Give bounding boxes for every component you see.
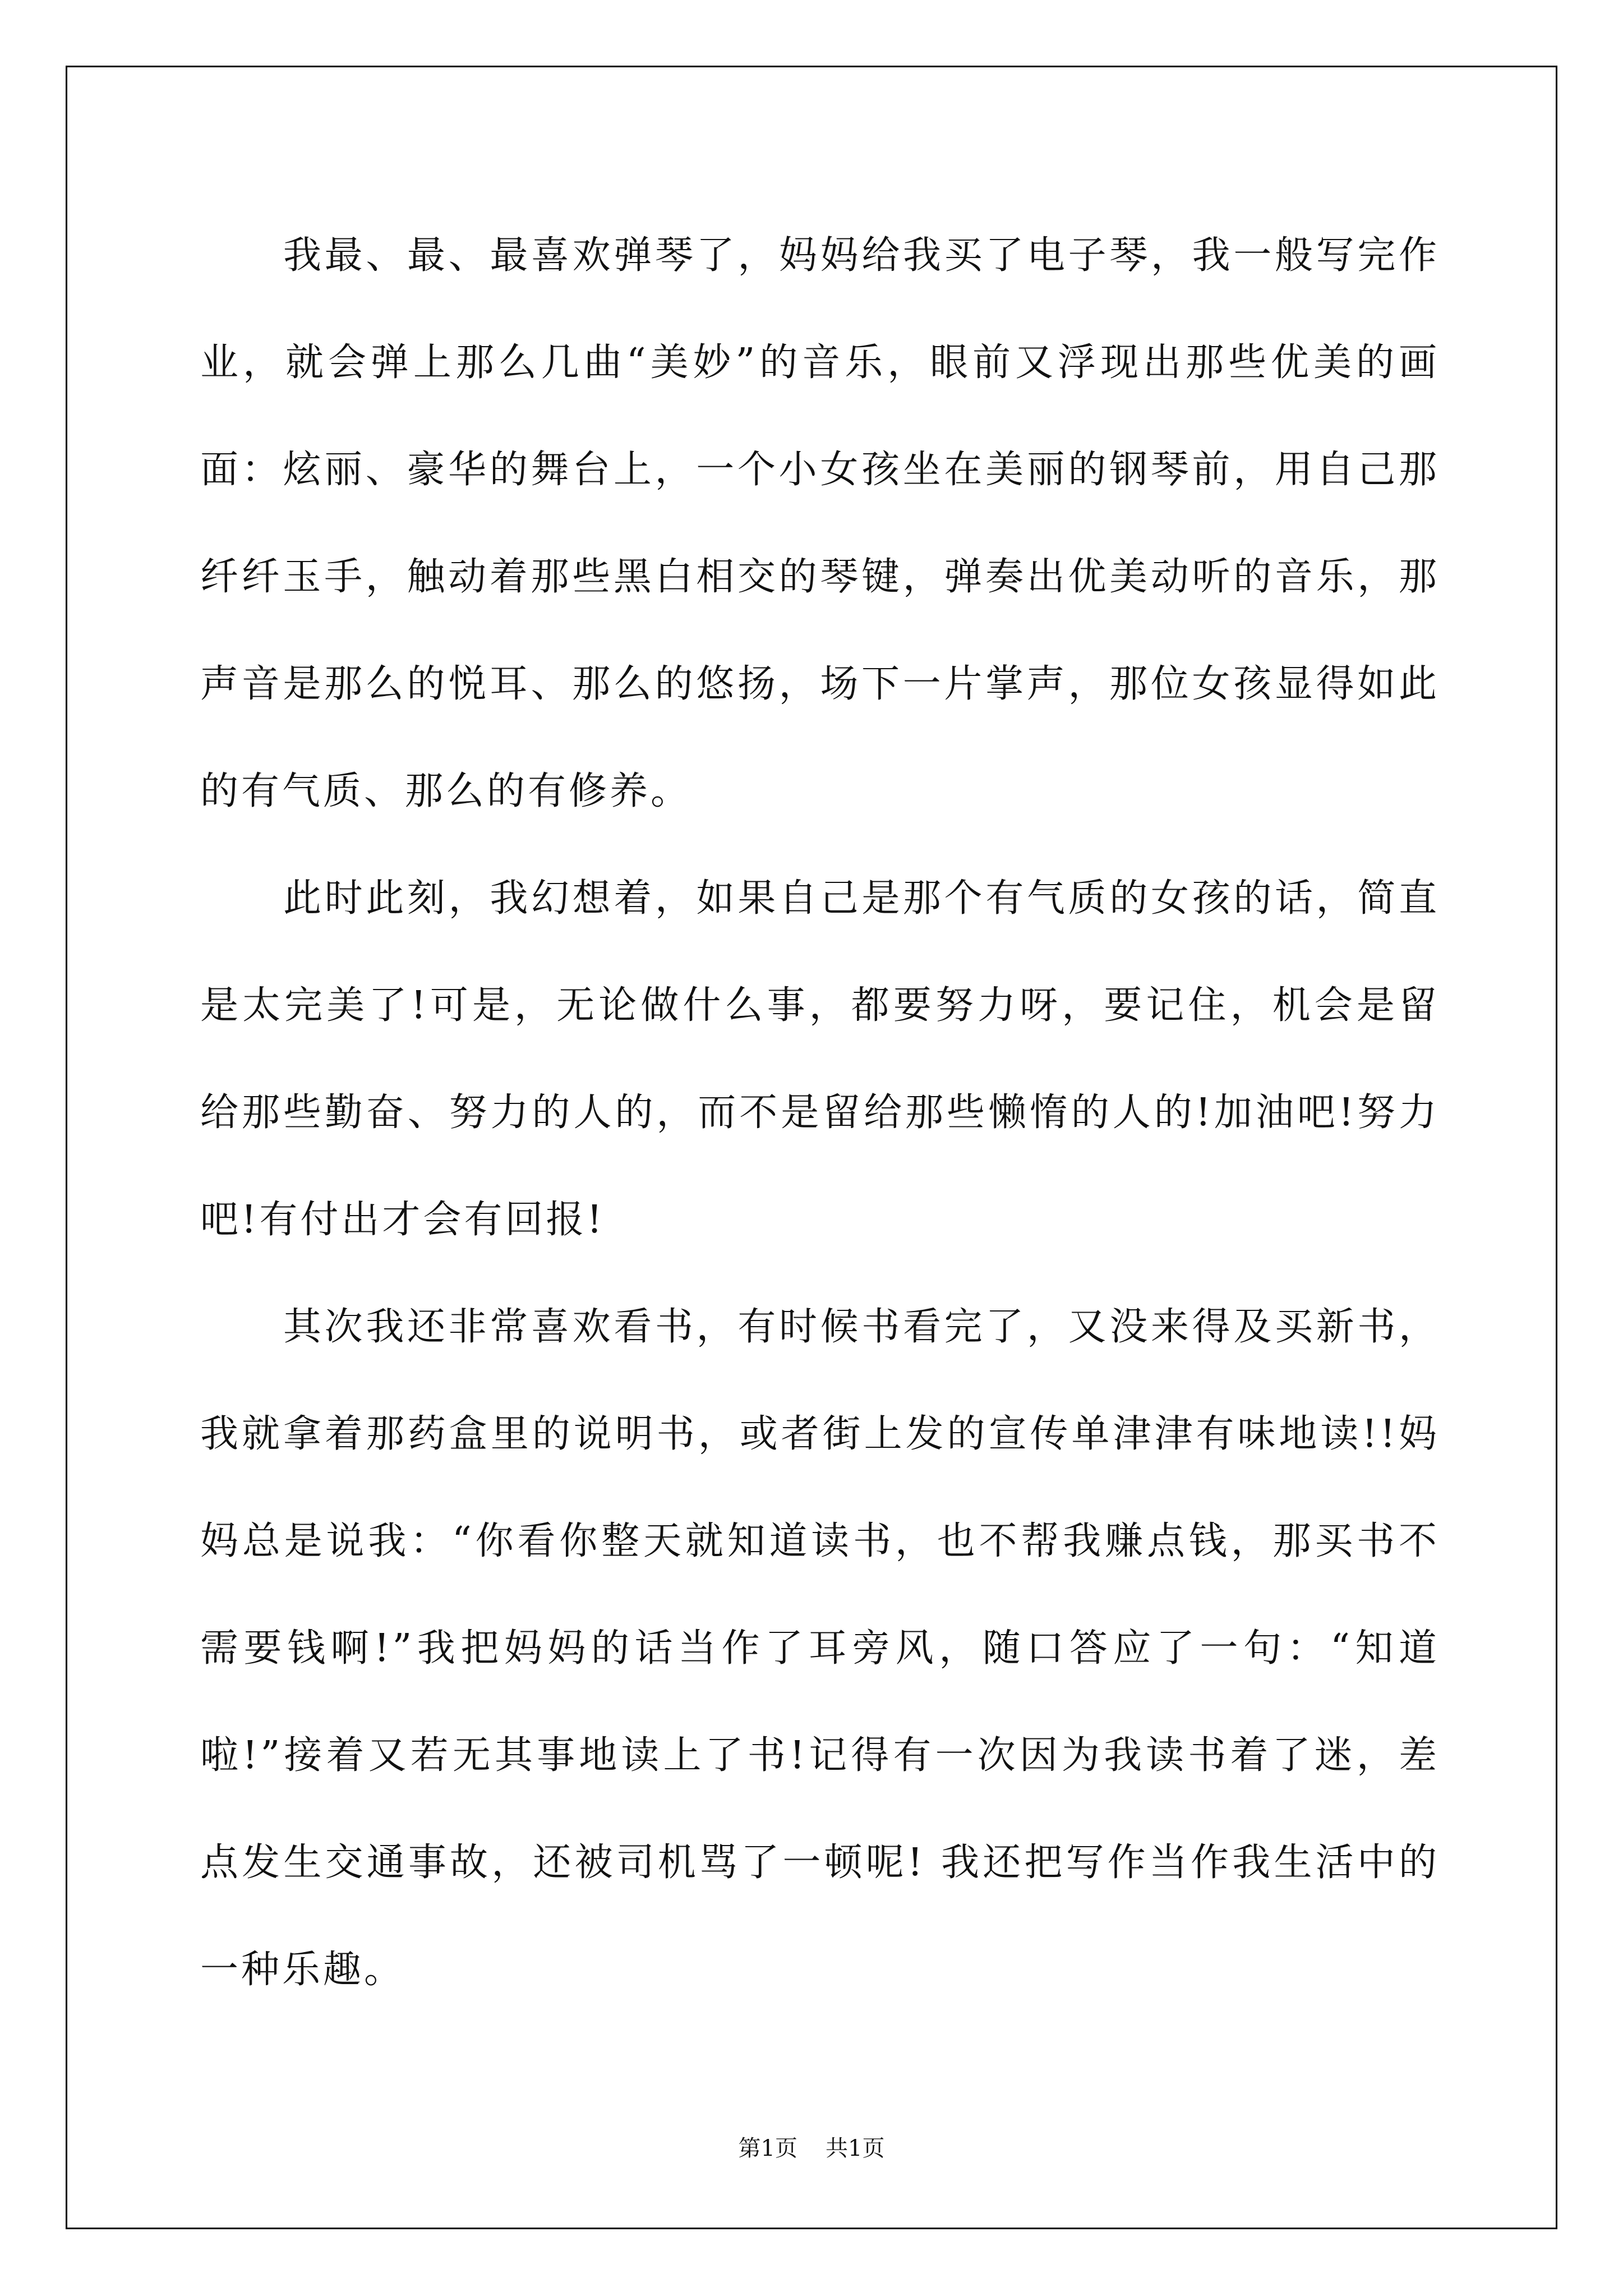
paragraph-2: 此时此刻，我幻想着，如果自己是那个有气质的女孩的话，简直是太完美了!可是，无论做什么事，都要努力呀，要记住，机会是留给那些勤奋、努力的人的，而不是留给那些懒惰的人的!加油吧!努力吧!有付出才会有回报!: [200, 876, 1440, 1242]
page-number-current: 第1页: [738, 2136, 797, 2161]
page-number-total: 共1页: [826, 2136, 885, 2161]
page-footer: [0, 2132, 1623, 2165]
document-body: [200, 202, 1440, 2023]
paragraph-1: 我最、最、最喜欢弹琴了，妈妈给我买了电子琴，我一般写完作业，就会弹上那么几曲“美妙”的音乐，眼前又浮现出那些优美的画面：炫丽、豪华的舞台上，一个小女孩坐在美丽的钢琴前，用自己那纤纤玉手，触动着那些黑白相交的琴键，弹奏出优美动听的音乐，那声音是那么的悦耳、那么的悠扬，场下一片掌声，那位女孩显得如此的有气质、那么的有修养。: [200, 233, 1440, 813]
paragraph-3: 其次我还非常喜欢看书，有时候书看完了，又没来得及买新书，我就拿着那药盒里的说明书，或者街上发的宣传单津津有味地读!!妈妈总是说我：“你看你整天就知道读书，也不帮我赚点钱，那买书不需要钱啊!”我把妈妈的话当作了耳旁风，随口答应了一句：“知道啦!”接着又若无其事地读上了书!记得有一次因为我读书着了迷，差点发生交通事故，还被司机骂了一顿呢! 我还把写作当作我生活中的一种乐趣。: [200, 1305, 1440, 1992]
